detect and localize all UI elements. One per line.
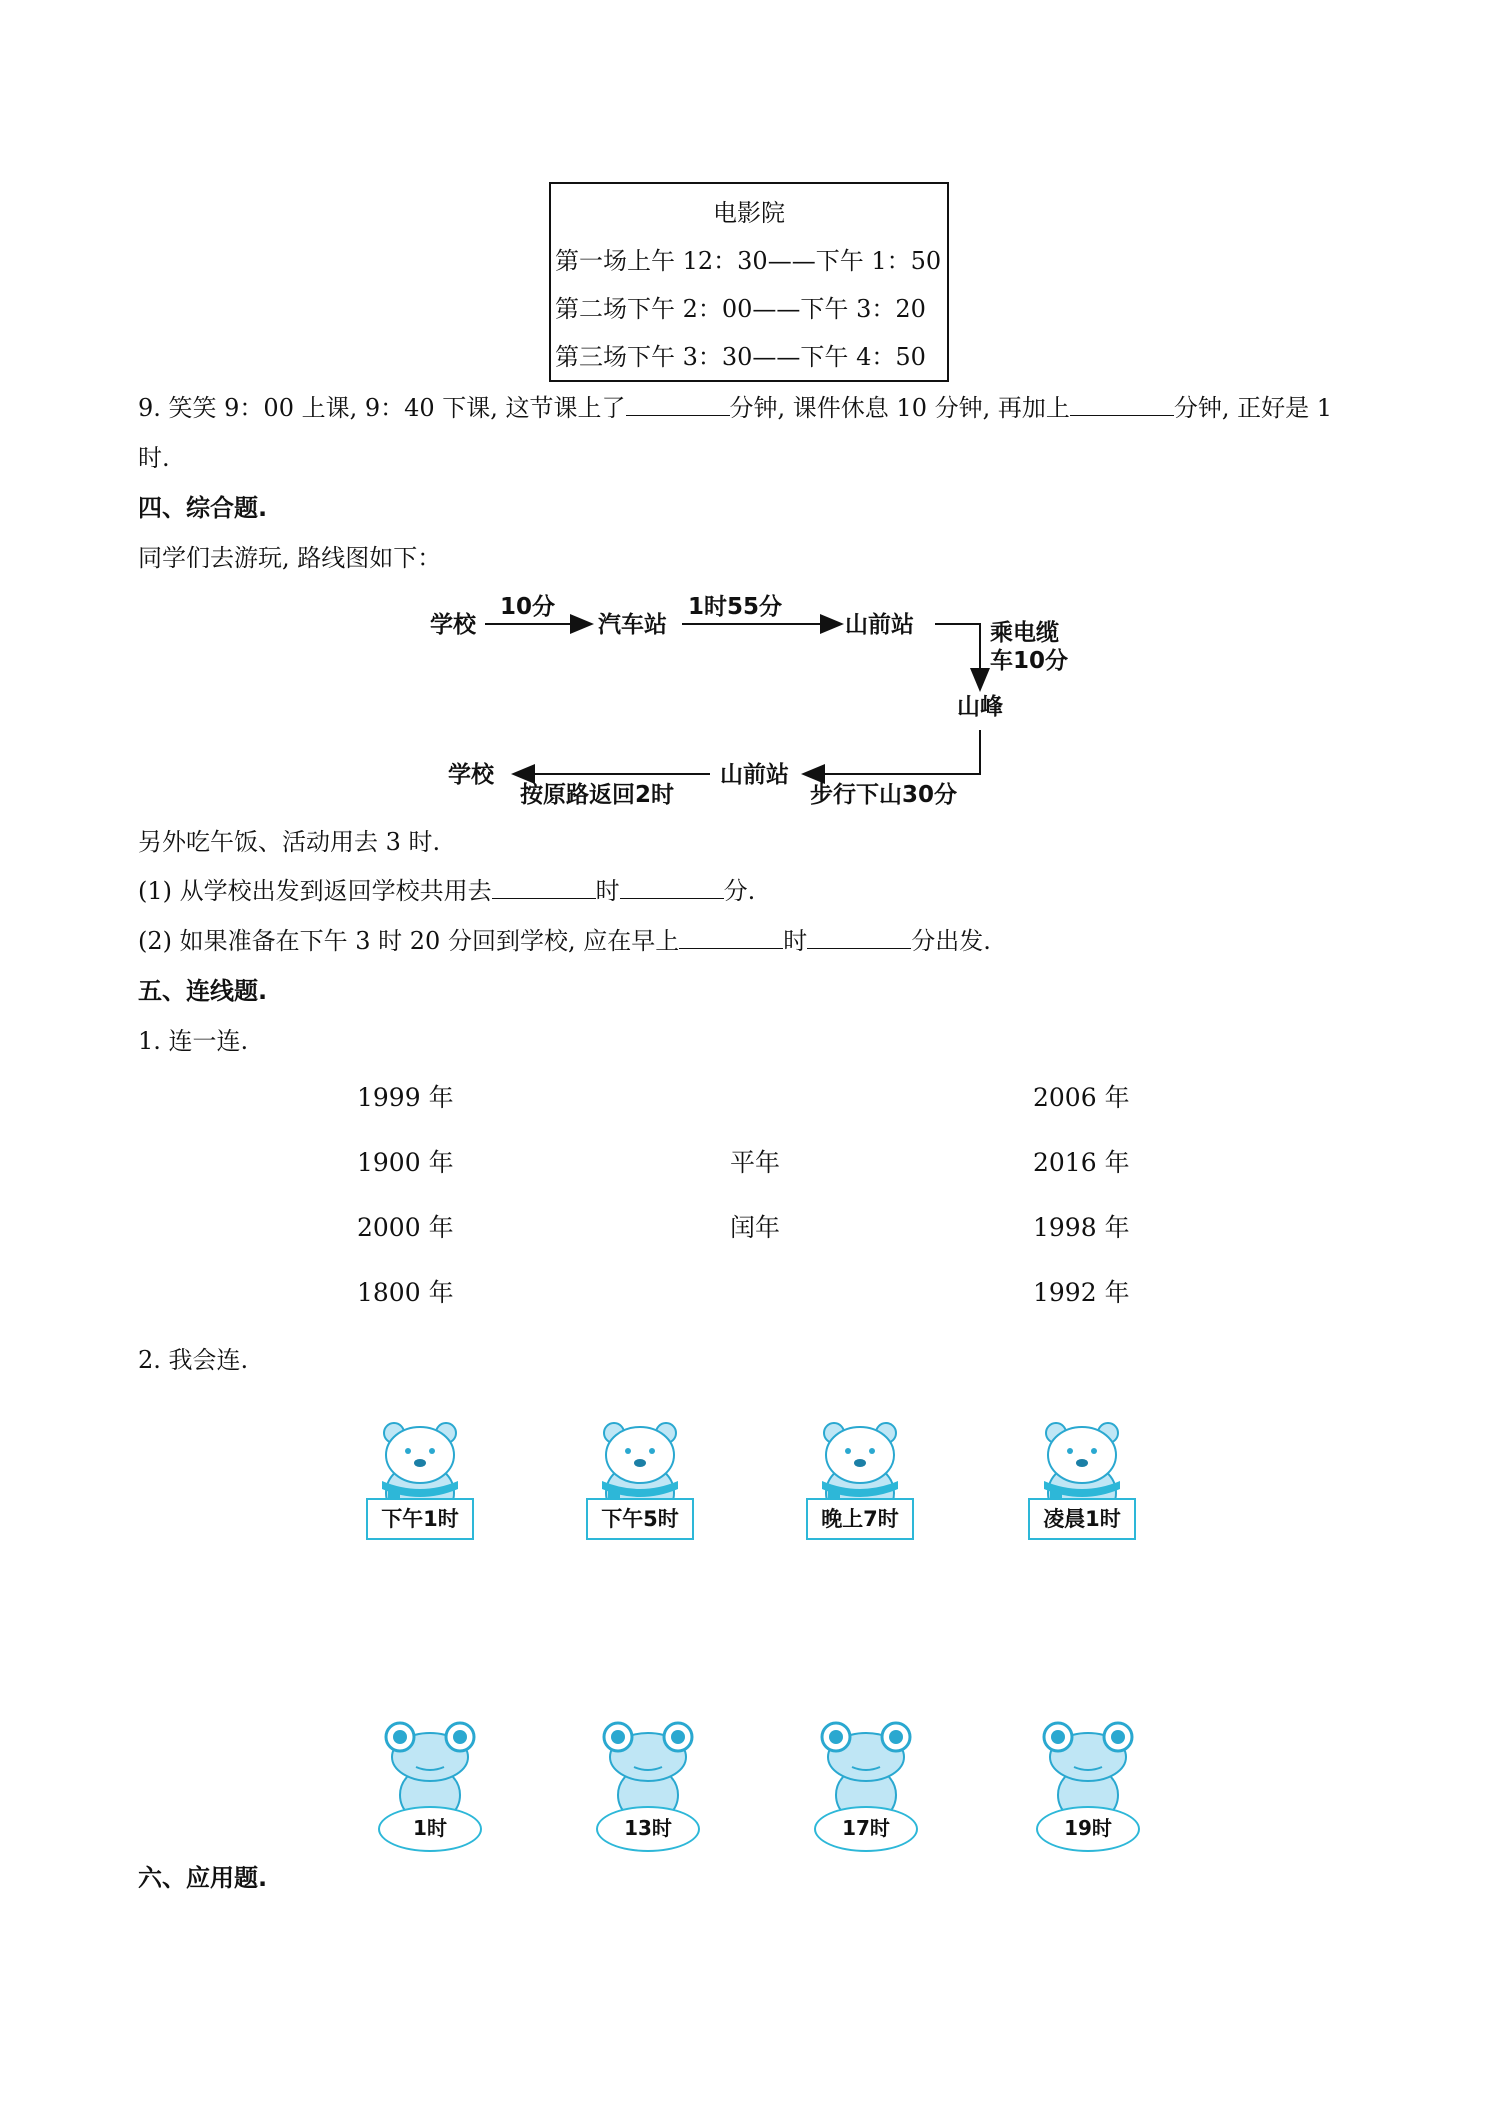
route-peak: 山峰 xyxy=(957,694,1003,720)
cinema-schedule-box xyxy=(549,182,949,382)
answer-blank-hours[interactable] xyxy=(492,876,596,899)
bear-tag-3: 晚上7时 xyxy=(806,1498,914,1540)
route-diagram xyxy=(400,580,1100,810)
answer-blank-hours[interactable] xyxy=(679,926,783,949)
section-4-intro: 同学们去游玩, 路线图如下： xyxy=(138,544,442,572)
route-seg-5: 按原路返回2时 xyxy=(520,782,675,808)
frog-card-2[interactable] xyxy=(588,1690,708,1854)
right-year-3[interactable]: 1998 年 xyxy=(1033,1213,1130,1242)
route-seg-1: 10分 xyxy=(500,594,556,620)
bear-tag-1: 下午1时 xyxy=(366,1498,474,1540)
frog-tag-1: 1时 xyxy=(378,1806,482,1852)
q9-text-1: 9. 笑笑 9：00 上课, 9：40 下课, 这节课上了 xyxy=(138,394,626,422)
common-year-label[interactable]: 平年 xyxy=(730,1148,781,1177)
route-mountain-station: 山前站 xyxy=(845,612,914,638)
frog-card-3[interactable] xyxy=(806,1690,926,1854)
bear-tag-4: 凌晨1时 xyxy=(1028,1498,1136,1540)
answer-blank[interactable] xyxy=(626,393,730,416)
section-5-heading: 五、连线题. xyxy=(138,977,268,1005)
right-year-1[interactable]: 2006 年 xyxy=(1033,1083,1130,1112)
route-arrow-3 xyxy=(935,624,980,688)
frog-card-4[interactable] xyxy=(1028,1690,1148,1854)
answer-blank-minutes[interactable] xyxy=(807,926,911,949)
answer-blank-minutes[interactable] xyxy=(620,876,724,899)
bear-card-4[interactable] xyxy=(1022,1390,1142,1554)
left-year-4[interactable]: 1800 年 xyxy=(357,1278,454,1307)
q2-text-b: 时 xyxy=(783,927,808,955)
cinema-session-3: 第三场下午 3：30——下午 4：50 xyxy=(555,343,926,371)
question-9 xyxy=(138,393,1332,423)
cinema-session-1: 第一场上午 12：30——下午 1：50 xyxy=(555,247,942,275)
section-5-q2-label: 2. 我会连. xyxy=(138,1346,249,1374)
route-bus-station: 汽车站 xyxy=(598,612,667,638)
q1-text-b: 时 xyxy=(595,877,620,905)
bear-card-1[interactable] xyxy=(360,1390,480,1554)
frog-tag-3: 17时 xyxy=(814,1806,918,1852)
route-arrow-4 xyxy=(805,730,980,774)
route-seg-3-line-2: 车10分 xyxy=(990,648,1069,674)
route-seg-3-line-1: 乘电缆 xyxy=(990,620,1059,646)
section-4-note: 另外吃午饭、活动用去 3 时. xyxy=(138,828,441,856)
q2-text-c: 分出发. xyxy=(911,927,991,955)
q9-text-2: 分钟, 课件休息 10 分钟, 再加上 xyxy=(729,394,1070,422)
q9-text-3: 分钟, 正好是 1 xyxy=(1173,394,1333,422)
q2-text-a: (2) 如果准备在下午 3 时 20 分回到学校, 应在早上 xyxy=(138,927,680,955)
right-year-4[interactable]: 1992 年 xyxy=(1033,1278,1130,1307)
bear-tag-2: 下午5时 xyxy=(586,1498,694,1540)
left-year-1[interactable]: 1999 年 xyxy=(357,1083,454,1112)
section-6-heading: 六、应用题. xyxy=(138,1864,268,1892)
cinema-session-2: 第二场下午 2：00——下午 3：20 xyxy=(555,295,926,323)
bear-card-3[interactable] xyxy=(800,1390,920,1554)
q1-text-c: 分. xyxy=(723,877,756,905)
bear-card-2[interactable] xyxy=(580,1390,700,1554)
right-year-2[interactable]: 2016 年 xyxy=(1033,1148,1130,1177)
left-year-2[interactable]: 1900 年 xyxy=(357,1148,454,1177)
route-school-start: 学校 xyxy=(430,612,476,638)
route-seg-2: 1时55分 xyxy=(688,594,783,620)
answer-blank[interactable] xyxy=(1070,393,1174,416)
q9-text-4: 时. xyxy=(138,444,170,472)
section-4-heading: 四、综合题. xyxy=(138,494,268,522)
frog-tag-4: 19时 xyxy=(1036,1806,1140,1852)
cinema-title: 电影院 xyxy=(713,199,785,227)
left-year-3[interactable]: 2000 年 xyxy=(357,1213,454,1242)
leap-year-label[interactable]: 闰年 xyxy=(730,1213,781,1242)
route-school-end: 学校 xyxy=(448,762,494,788)
section-5-q1-label: 1. 连一连. xyxy=(138,1027,249,1055)
route-seg-4: 步行下山30分 xyxy=(810,782,958,808)
route-return-station: 山前站 xyxy=(720,762,789,788)
section-4-question-1 xyxy=(138,876,755,906)
section-4-question-2 xyxy=(138,926,991,956)
frog-card-1[interactable] xyxy=(370,1690,490,1854)
frog-tag-2: 13时 xyxy=(596,1806,700,1852)
q1-text-a: (1) 从学校出发到返回学校共用去 xyxy=(138,877,492,905)
